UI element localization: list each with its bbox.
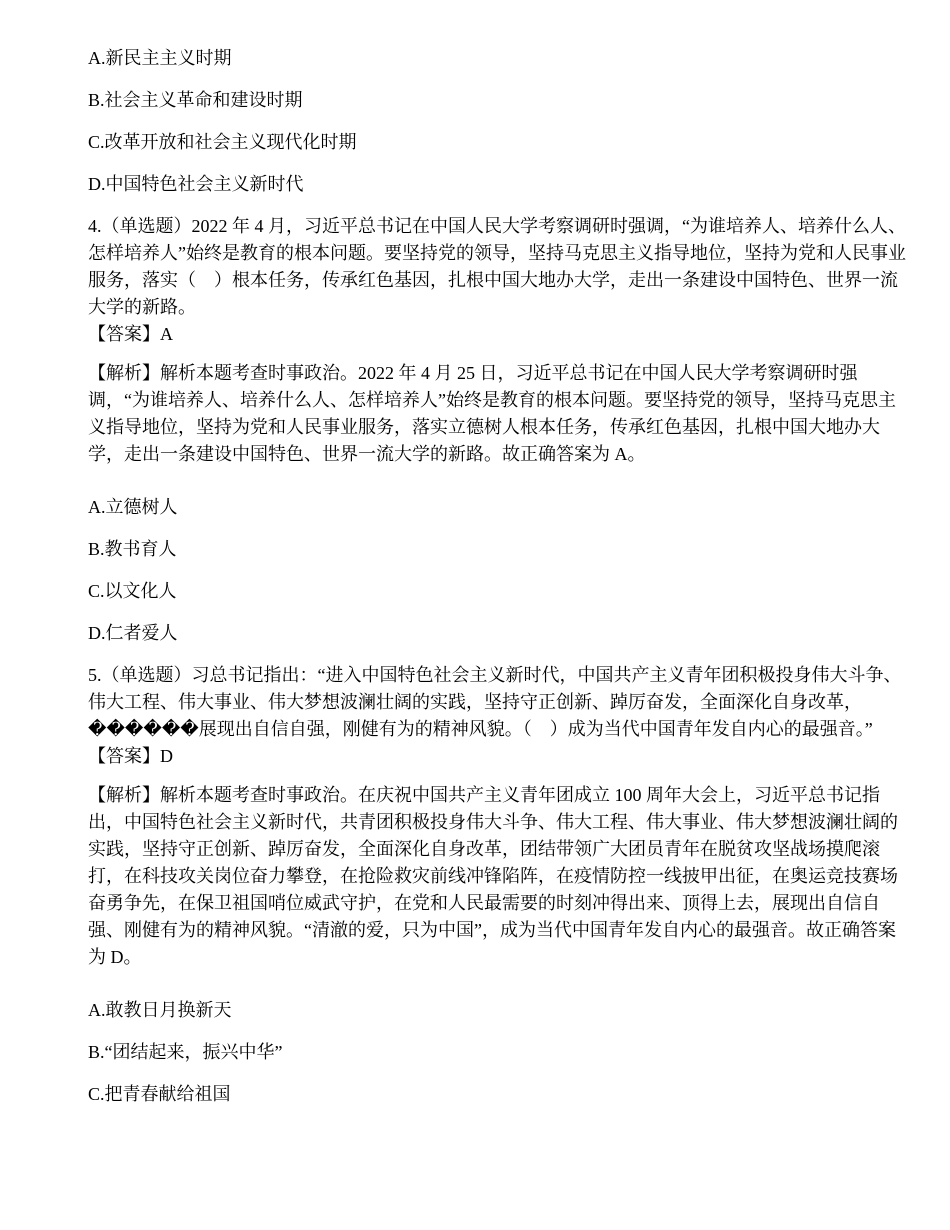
option-c: C.以文化人 [88, 581, 177, 601]
analysis: 【解析】解析本题考查时事政治。在庆祝中国共产主义青年团成立 100 周年大会上，习近平总书记指出，中国特色社会主义新时代，共青团积极投身伟大斗争、伟大工程、伟大事业、伟大梦想波澜壮阔的实践，坚持守正创新、踔厉奋发，全面深化自身改革，团结带领广大团员青年在脱贫攻坚战场摸爬滚打，在科技攻关岗位奋力攀登，在抢险救灾前线冲锋陷阵，在疫情防控一线披甲出征，在奥运竞技赛场奋勇争先，在保卫祖国哨位威武守护，在党和人民最需要的时刻冲得出来、顶得上去，展现出自信自强、刚健有为的精神风貌。“清澈的爱，只为中国”，成为当代中国青年发自内心的最强音。故正确答案为 D。 [88, 785, 898, 967]
option-a: A.新民主主义时期 [88, 48, 232, 68]
option-b: B.“团结起来，振兴中华” [88, 1042, 283, 1062]
question-3-options [88, 45, 910, 198]
question-text: 4.（单选题）2022 年 4 月，习近平总书记在中国人民大学考察调研时强调，“为谁培养人、培养什么人、怎样培养人”始终是教育的根本问题。要坚持党的领导，坚持马克思主义指导地位，坚持为党和人民事业服务，落实（ ）根本任务，传承红色基因，扎根中国大地办大学，走出一条建设中国特色、世界一流大学的新路。 [88, 216, 906, 317]
question-5 [88, 662, 910, 1108]
answer: 【答案】A [88, 324, 173, 344]
option-b: B.社会主义革命和建设时期 [88, 90, 303, 110]
option-c: C.把青春献给祖国 [88, 1084, 231, 1104]
option-b: B.教书育人 [88, 539, 177, 559]
option-a: A.敢教日月换新天 [88, 1000, 232, 1020]
option-a: A.立德树人 [88, 497, 178, 517]
question-text: 5.（单选题）习总书记指出：“进入中国特色社会主义新时代，中国共产主义青年团积极投身伟大斗争、伟大工程、伟大事业、伟大梦想波澜壮阔的实践，坚持守正创新、踔厉奋发，全面深化自身改革，������展现出自信自强，刚健有为的精神风貌。（ ）成为当代中国青年发自内心的最强音。” [88, 665, 902, 739]
question-4 [88, 213, 910, 647]
analysis: 【解析】解析本题考查时事政治。2022 年 4 月 25 日，习近平总书记在中国人民大学考察调研时强调，“为谁培养人、培养什么人、怎样培养人”始终是教育的根本问题。要坚持党的领导，坚持马克思主义指导地位，坚持为党和人民事业服务，落实立德树人根本任务，传承红色基因，扎根中国大地办大学，走出一条建设中国特色、世界一流大学的新路。故正确答案为 A。 [88, 363, 896, 464]
answer: 【答案】D [88, 746, 173, 766]
option-d: D.仁者爱人 [88, 623, 178, 643]
option-c: C.改革开放和社会主义现代化时期 [88, 132, 357, 152]
option-d: D.中国特色社会主义新时代 [88, 174, 304, 194]
